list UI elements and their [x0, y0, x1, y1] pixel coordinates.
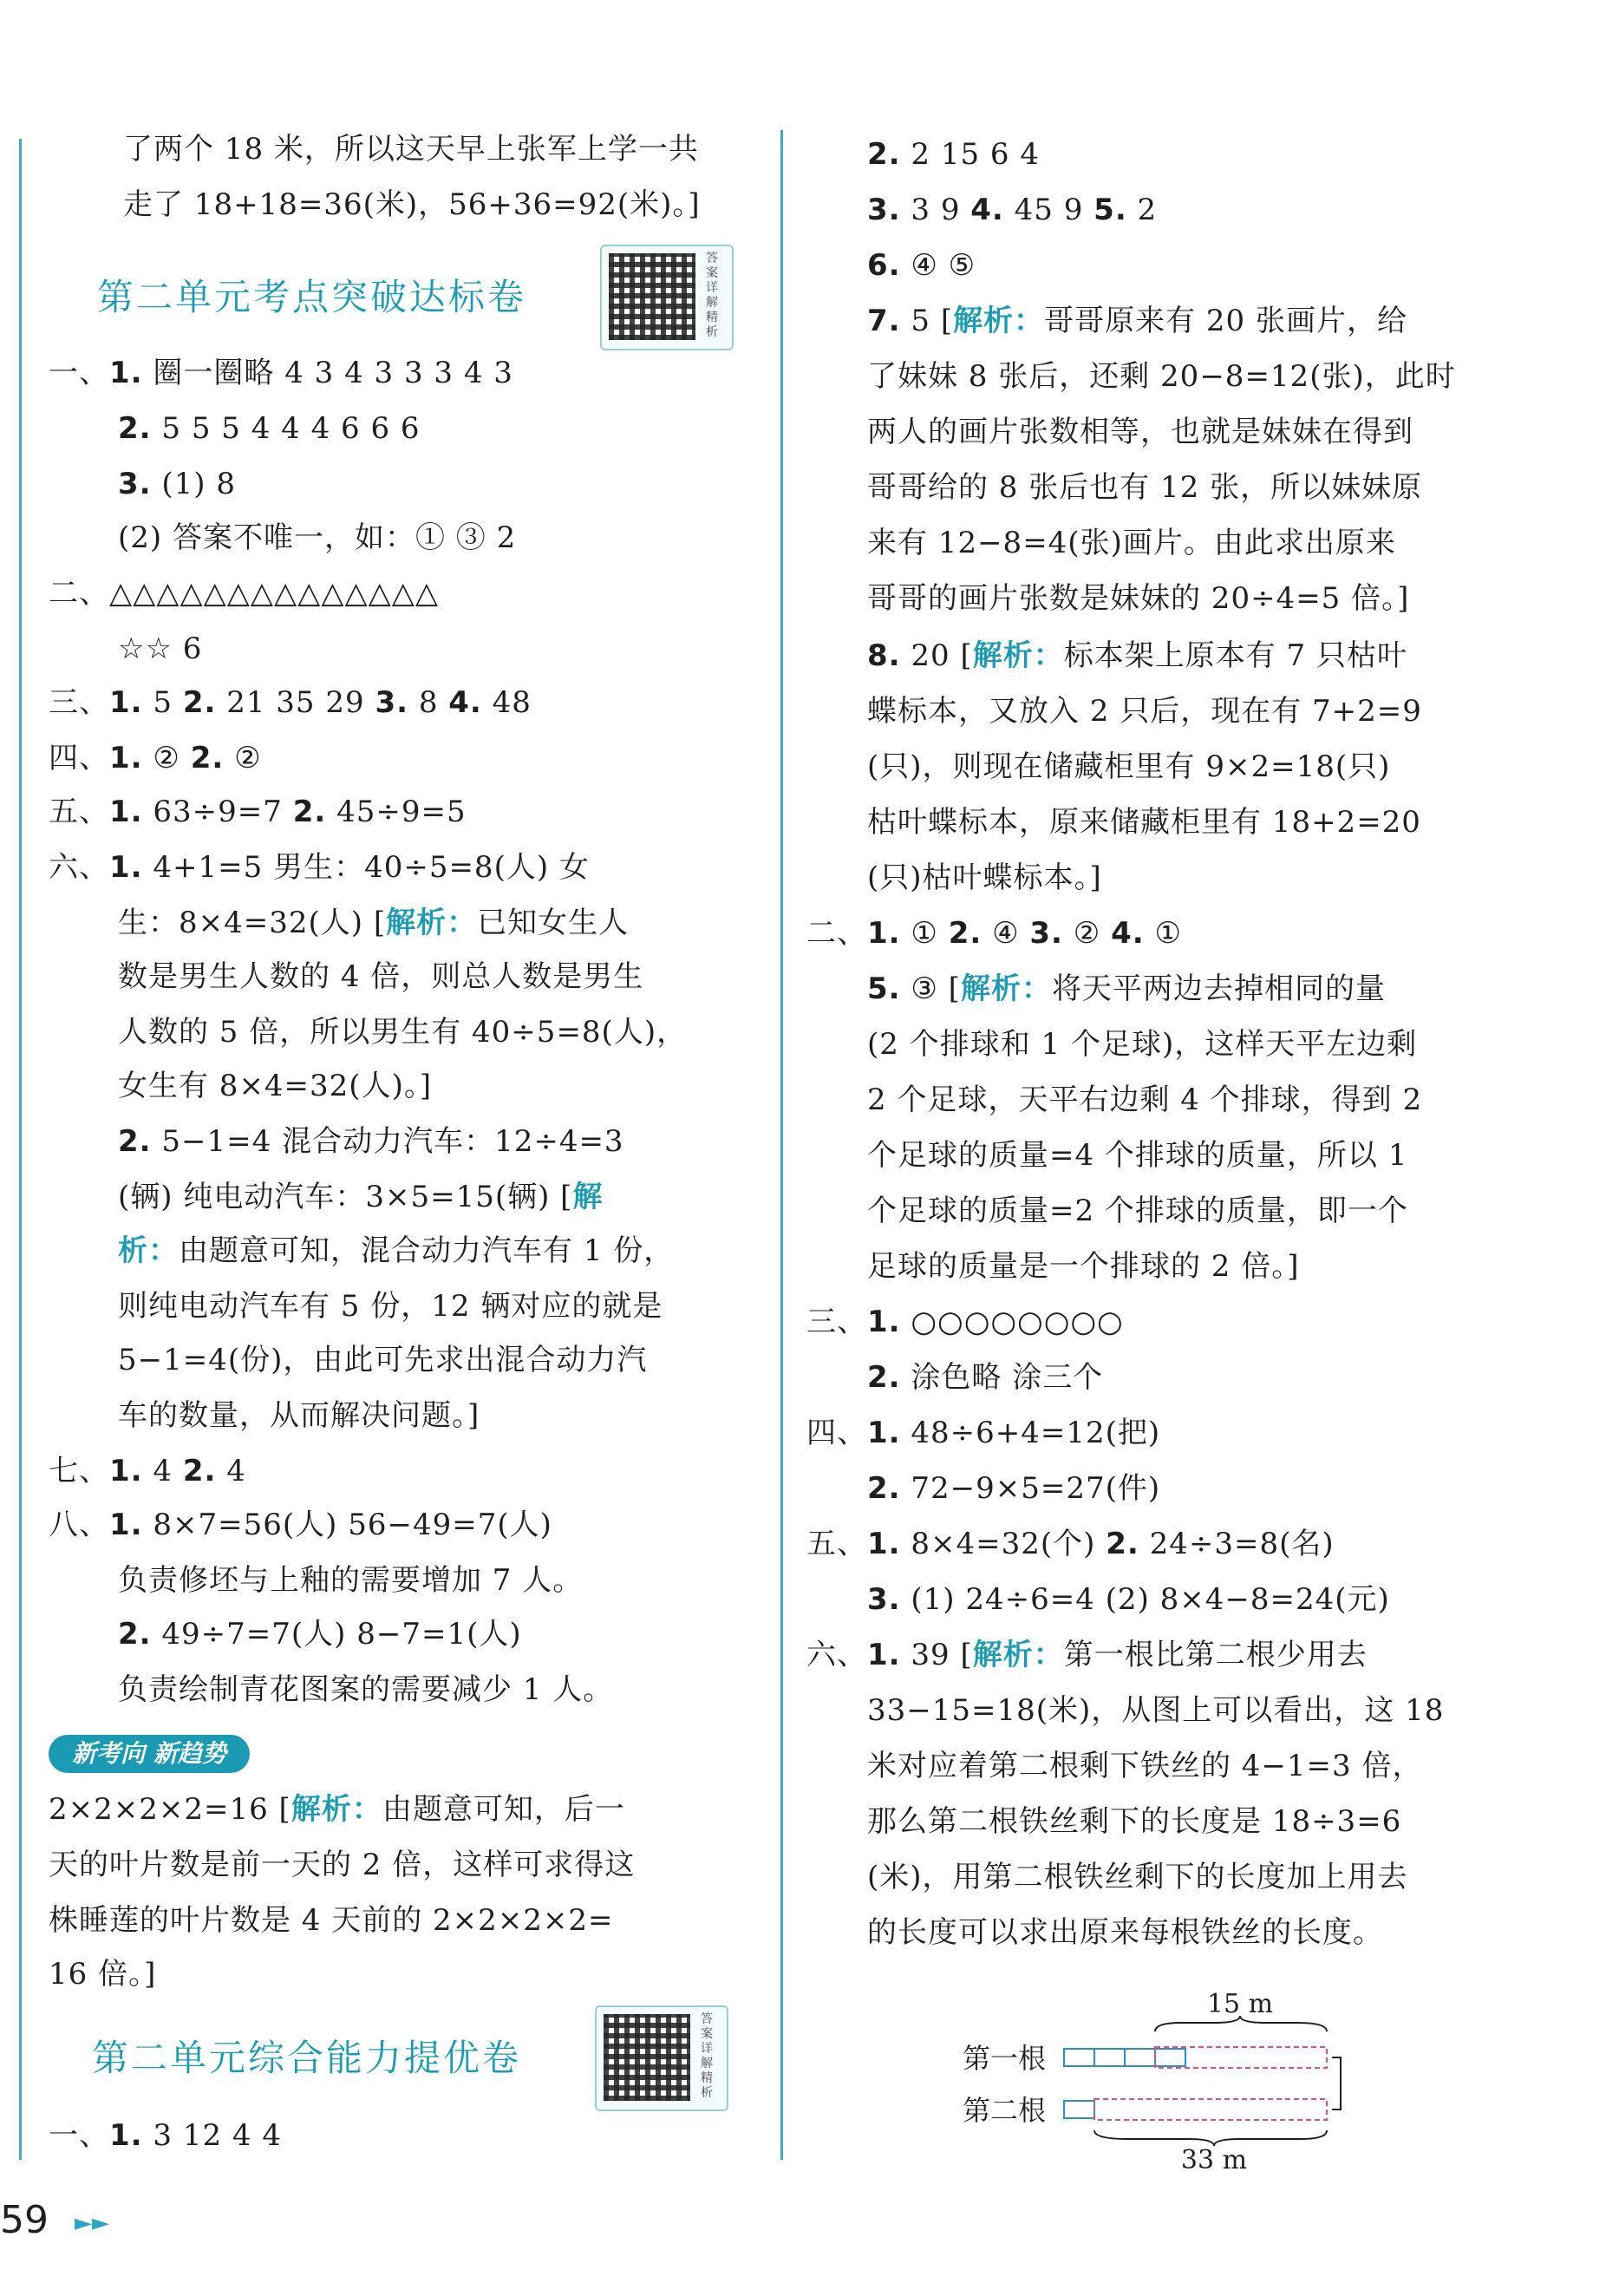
answer-line: 5−1=4(份)，由此可先求出混合动力汽: [118, 1343, 648, 1377]
answer-line: 生：8×4=32(人) [解析：已知女生人: [118, 906, 630, 940]
qr-caption: 答案详解精析: [706, 252, 718, 339]
answer-line: 二、△△△△△△△△△△△△△△: [49, 576, 440, 611]
answer-line: 的长度可以求出原来每根铁丝的长度。: [867, 1915, 1383, 1950]
answer-line: 两人的画片张数相等，也就是妹妹在得到: [867, 415, 1413, 449]
segment-box: [1064, 2101, 1094, 2118]
answer-line: 个足球的质量=4 个排球的质量，所以 1: [867, 1138, 1408, 1173]
answer-line: 蝶标本，又放入 2 只后，现在有 7+2=9: [867, 694, 1422, 729]
answer-line: 一、1. 圈一圈略 4 3 4 3 3 3 4 3: [49, 356, 513, 390]
diagram-bottom-label: 33 m: [1180, 2145, 1248, 2168]
answer-line: 四、1. ② 2. ②: [49, 741, 262, 775]
answer-line: 负责绘制青花图案的需要减少 1 人。: [118, 1672, 614, 1707]
answer-line: 二、1. ① 2. ④ 3. ② 4. ①: [806, 916, 1182, 951]
answer-line: (2) 答案不唯一，如：① ③ 2: [118, 520, 517, 555]
answer-line: 5. ③ [解析：将天平两边去掉相同的量: [867, 971, 1386, 1006]
answer-line: 2. 涂色略 涂三个: [867, 1360, 1104, 1395]
answer-line: 2. 2 15 6 4: [867, 137, 1040, 172]
row1-segments: [1064, 2049, 1185, 2066]
bottom-brace: [1094, 2130, 1327, 2146]
answer-line: 车的数量，从而解决问题。]: [118, 1398, 480, 1433]
answer-line: (辆) 纯电动汽车：3×5=15(辆) [解: [118, 1180, 604, 1214]
answer-line: 七、1. 4 2. 4: [49, 1454, 246, 1488]
answer-line: ☆☆ 6: [118, 631, 203, 666]
text-line: 了两个 18 米，所以这天早上张军上学一共: [123, 132, 699, 167]
answer-line: 天的叶片数是前一天的 2 倍，这样可求得这: [49, 1848, 636, 1882]
answer-line: 八、1. 8×7=56(人) 56−49=7(人): [49, 1508, 552, 1542]
left-margin-rule: [19, 139, 22, 2160]
qr-code[interactable]: [600, 245, 734, 350]
answer-line: 哥哥给的 8 张后也有 12 张，所以妹妹原: [867, 470, 1423, 505]
answer-line: 五、1. 8×4=32(个) 2. 24÷3=8(名): [806, 1527, 1335, 1561]
answer-line: 数是男生人数的 4 倍，则总人数是男生: [118, 959, 644, 994]
right-bracket: [1332, 2057, 1341, 2110]
section-title-unit2-test: 第二单元考点突破达标卷: [97, 276, 527, 318]
answer-line: 来有 12−8=4(张)画片。由此求出原来: [867, 526, 1396, 560]
answer-line: 则纯电动汽车有 5 份，12 辆对应的就是: [118, 1289, 663, 1324]
answer-line: 株睡莲的叶片数是 4 天前的 2×2×2×2=: [49, 1903, 614, 1938]
answer-line: 六、1. 4+1=5 男生：40÷5=8(人) 女: [49, 850, 590, 885]
top-brace: [1155, 2016, 1327, 2031]
qr-code-icon: [604, 2014, 690, 2101]
answer-line: 2. 49÷7=7(人) 8−7=1(人): [118, 1617, 522, 1652]
answer-line: 2×2×2×2=16 [解析：由题意可知，后一: [49, 1792, 625, 1827]
qr-code-icon: [609, 253, 695, 340]
segment-box: [1155, 2049, 1185, 2066]
answer-line: (米)，用第二根铁丝剩下的长度加上用去: [867, 1860, 1408, 1894]
answer-line: 个足球的质量=2 个排球的质量，即一个: [867, 1194, 1408, 1228]
answer-line: 3. (1) 8: [118, 467, 236, 501]
answer-line: 7. 5 [解析：哥哥原来有 20 张画片，给: [867, 304, 1407, 338]
answer-line: (只)枯叶蝶标本。]: [867, 860, 1102, 895]
answer-line: 16 倍。]: [49, 1957, 157, 1992]
row1-label: 第一根: [963, 2042, 1047, 2075]
segment-box: [1125, 2049, 1155, 2066]
new-trend-badge: 新考向 新趋势: [49, 1735, 250, 1773]
answer-line: 六、1. 39 [解析：第一根比第二根少用去: [806, 1638, 1368, 1672]
answer-line: 人数的 5 倍，所以男生有 40÷5=8(人)，: [118, 1015, 688, 1050]
column-divider: [780, 130, 783, 2160]
answer-line: 三、1. 5 2. 21 35 29 3. 8 4. 48: [49, 685, 532, 720]
answer-line: 8. 20 [解析：标本架上原本有 7 只枯叶: [867, 638, 1407, 673]
answer-line: 2 个足球，天平右边剩 4 个排球，得到 2: [867, 1083, 1423, 1117]
qr-code[interactable]: [595, 2005, 728, 2111]
segment-box: [1094, 2049, 1125, 2066]
row2-label: 第二根: [963, 2094, 1047, 2127]
row1-dashed-extension: [1155, 2047, 1327, 2068]
answer-line: 一、1. 3 12 4 4: [49, 2118, 282, 2153]
answer-line: 3. (1) 24÷6=4 (2) 8×4−8=24(元): [867, 1582, 1390, 1617]
answer-line: (只)，则现在储藏柜里有 9×2=18(只): [867, 749, 1391, 784]
answer-line: 2. 5 5 5 4 4 4 6 6 6: [118, 411, 421, 446]
answer-line: 三、1. ○○○○○○○○: [806, 1305, 1124, 1339]
answer-line: 33−15=18(米)，从图上可以看出，这 18: [867, 1693, 1445, 1728]
answer-line: 足球的质量是一个排球的 2 倍。]: [867, 1249, 1300, 1284]
row2-segments: [1064, 2101, 1094, 2118]
qr-caption: 答案详解精析: [701, 2012, 713, 2100]
answer-line: 米对应着第二根剩下铁丝的 4−1=3 倍，: [867, 1749, 1423, 1783]
answer-line: 女生有 8×4=32(人)。]: [118, 1069, 433, 1103]
answer-line: 负责修坯与上釉的需要增加 7 人。: [118, 1563, 584, 1598]
answer-line: 了妹妹 8 张后，还剩 20−8=12(张)，此时: [867, 359, 1456, 394]
answer-line: 枯叶蝶标本，原来储藏柜里有 18+2=20: [867, 805, 1421, 840]
answer-line: 那么第二根铁丝剩下的长度是 18÷3=6: [867, 1804, 1402, 1839]
wire-length-diagram: [954, 1978, 1405, 2168]
section-title-unit2-advanced: 第二单元综合能力提优卷: [92, 2037, 522, 2079]
answer-line: 2. 5−1=4 混合动力汽车：12÷4=3: [118, 1124, 624, 1159]
text-line: 走了 18+18=36(米)，56+36=92(米)。]: [123, 187, 701, 222]
answer-line: 析：由题意可知，混合动力汽车有 1 份，: [118, 1233, 675, 1268]
answer-line: 2. 72−9×5=27(件): [867, 1471, 1161, 1506]
row2-dashed-extension: [1094, 2099, 1327, 2120]
segment-box: [1064, 2049, 1094, 2066]
next-arrows-icon: ►►: [75, 2210, 109, 2236]
answer-line: 四、1. 48÷6+4=12(把): [806, 1416, 1161, 1450]
page-number: 59: [0, 2198, 49, 2242]
answer-line: 哥哥的画片张数是妹妹的 20÷4=5 倍。]: [867, 581, 1410, 616]
answer-line: (2 个排球和 1 个足球)，这样天平左边剩: [867, 1027, 1418, 1062]
diagram-top-label: 15 m: [1206, 1989, 1274, 2019]
answer-line: 五、1. 63÷9=7 2. 45÷9=5: [49, 795, 467, 829]
answer-line: 6. ④ ⑤: [867, 248, 976, 283]
answer-line: 3. 3 9 4. 45 9 5. 2: [867, 193, 1158, 227]
